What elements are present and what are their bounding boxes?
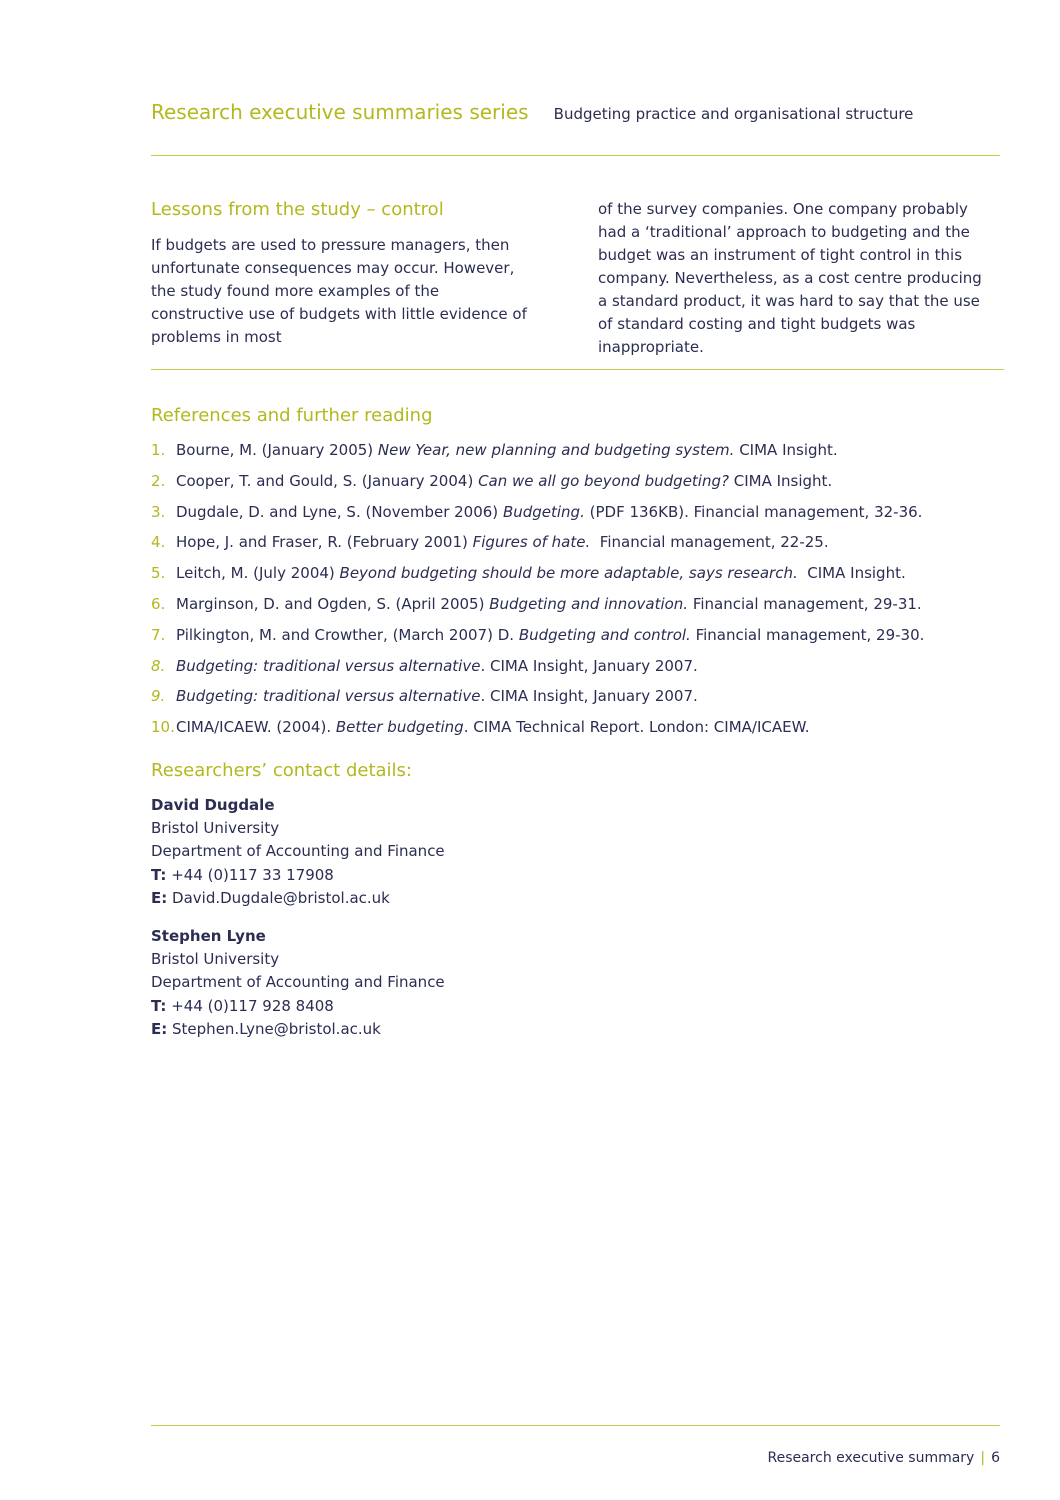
reference-title: Budgeting and innovation. — [489, 594, 689, 613]
reference-title: Budgeting: traditional versus alternative — [176, 656, 481, 675]
section-divider — [151, 369, 1004, 370]
lessons-heading: Lessons from the study – control — [151, 199, 444, 220]
contact-phone-row — [151, 864, 651, 887]
reference-source: . CIMA Insight, January 2007. — [480, 687, 698, 706]
page-footer — [767, 1450, 1000, 1466]
footer-divider — [151, 1425, 1000, 1426]
phone-label: T: — [151, 865, 167, 884]
reference-source: Financial management, 22-25. — [590, 533, 829, 552]
contact-email-row — [151, 887, 651, 910]
reference-item — [151, 594, 1011, 625]
contact-card — [151, 925, 651, 1041]
lessons-paragraph-col1: If budgets are used to pressure managers, then unfortunate consequences may occur. However, the study found more examples of the constructive use of budgets with little evidence of problems in most — [151, 236, 527, 346]
reference-source: CIMA Insight. — [797, 564, 906, 583]
reference-title: New Year, new planning and budgeting system. — [377, 441, 735, 459]
reference-authors: Leitch, M. (July 2004) — [176, 564, 340, 583]
reference-authors: Hope, J. and Fraser, R. (February 2001) — [176, 533, 473, 552]
reference-source: (PDF 136KB). Financial management, 32-36. — [584, 502, 923, 521]
contact-phone: +44 (0)117 33 17908 — [171, 865, 334, 884]
reference-authors: Cooper, T. and Gould, S. (January 2004) — [176, 471, 479, 490]
email-label: E: — [151, 1019, 168, 1038]
reference-title: Budgeting and control. — [518, 625, 691, 644]
contact-university: Bristol University — [151, 819, 280, 838]
reference-number: 4. — [151, 533, 166, 552]
contact-name: Stephen Lyne — [151, 927, 266, 945]
lessons-paragraph-col2: of the survey companies. One company probably had a ‘traditional’ approach to budgeting and the budget was an instrument of tight control in this company. Nevertheless, as a cost centre producing a standard product, it was hard to say that the use of standard costing and tight budgets was inappropriate. — [598, 200, 982, 356]
reference-number: 9. — [151, 687, 166, 706]
reference-item — [151, 532, 1011, 563]
reference-title: Better budgeting — [335, 718, 464, 737]
header-divider — [151, 155, 1000, 156]
reference-number: 2. — [151, 471, 166, 490]
reference-number: 6. — [151, 594, 166, 613]
contact-department: Department of Accounting and Finance — [151, 842, 445, 861]
reference-title: Budgeting: traditional versus alternative — [176, 687, 481, 706]
contact-card — [151, 794, 651, 910]
contact-phone-row — [151, 995, 651, 1018]
reference-authors: Dugdale, D. and Lyne, S. (November 2006) — [176, 502, 503, 521]
reference-item — [151, 656, 1011, 687]
references-list — [151, 440, 1011, 748]
reference-number: 8. — [151, 656, 166, 675]
phone-label: T: — [151, 996, 167, 1015]
reference-item — [151, 471, 1011, 502]
reference-number: 5. — [151, 564, 166, 583]
contact-name: David Dugdale — [151, 796, 275, 814]
reference-number: 10. — [151, 718, 175, 737]
reference-number: 3. — [151, 502, 166, 521]
reference-authors: CIMA/ICAEW. (2004). — [176, 718, 336, 737]
reference-source: CIMA Insight. — [728, 471, 833, 490]
reference-title: Budgeting. — [502, 502, 585, 521]
contact-university: Bristol University — [151, 950, 280, 969]
reference-item — [151, 502, 1011, 533]
reference-authors: Pilkington, M. and Crowther, (March 2007) D. — [176, 625, 519, 644]
reference-source: . CIMA Insight, January 2007. — [480, 656, 698, 675]
reference-item — [151, 563, 1011, 594]
reference-source: CIMA Insight. — [734, 441, 838, 459]
reference-item — [151, 625, 1011, 656]
reference-authors: Bourne, M. (January 2005) — [176, 441, 378, 459]
reference-source: Financial management, 29-30. — [690, 625, 925, 644]
contacts-heading: Researchers’ contact details: — [151, 760, 412, 781]
reference-title: Figures of hate. — [472, 533, 591, 552]
page-number: 6 — [991, 1450, 1000, 1466]
reference-number: 7. — [151, 625, 166, 644]
contact-email-row — [151, 1018, 651, 1041]
references-heading: References and further reading — [151, 405, 433, 426]
contact-department: Department of Accounting and Finance — [151, 973, 445, 992]
reference-authors: Marginson, D. and Ogden, S. (April 2005) — [176, 594, 490, 613]
reference-item — [151, 717, 1011, 748]
series-title: Research executive summaries series — [151, 100, 529, 124]
reference-number: 1. — [151, 441, 166, 459]
reference-item — [151, 686, 1011, 717]
contact-email-link[interactable]: David.Dugdale@bristol.ac.uk — [172, 888, 390, 907]
page-header — [151, 100, 1000, 124]
footer-separator: | — [980, 1450, 986, 1466]
reference-source: Financial management, 29-31. — [688, 594, 922, 613]
contact-phone: +44 (0)117 928 8408 — [171, 996, 334, 1015]
reference-title: Beyond budgeting should be more adaptable, says research. — [339, 564, 798, 583]
contact-email-link[interactable]: Stephen.Lyne@bristol.ac.uk — [172, 1019, 381, 1038]
reference-source: . CIMA Technical Report. London: CIMA/ICAEW. — [463, 718, 810, 737]
email-label: E: — [151, 888, 168, 907]
document-subtitle: Budgeting practice and organisational structure — [553, 105, 914, 123]
footer-label: Research executive summary — [767, 1450, 975, 1466]
reference-title: Can we all go beyond budgeting? — [478, 471, 729, 490]
reference-item — [151, 440, 1011, 471]
